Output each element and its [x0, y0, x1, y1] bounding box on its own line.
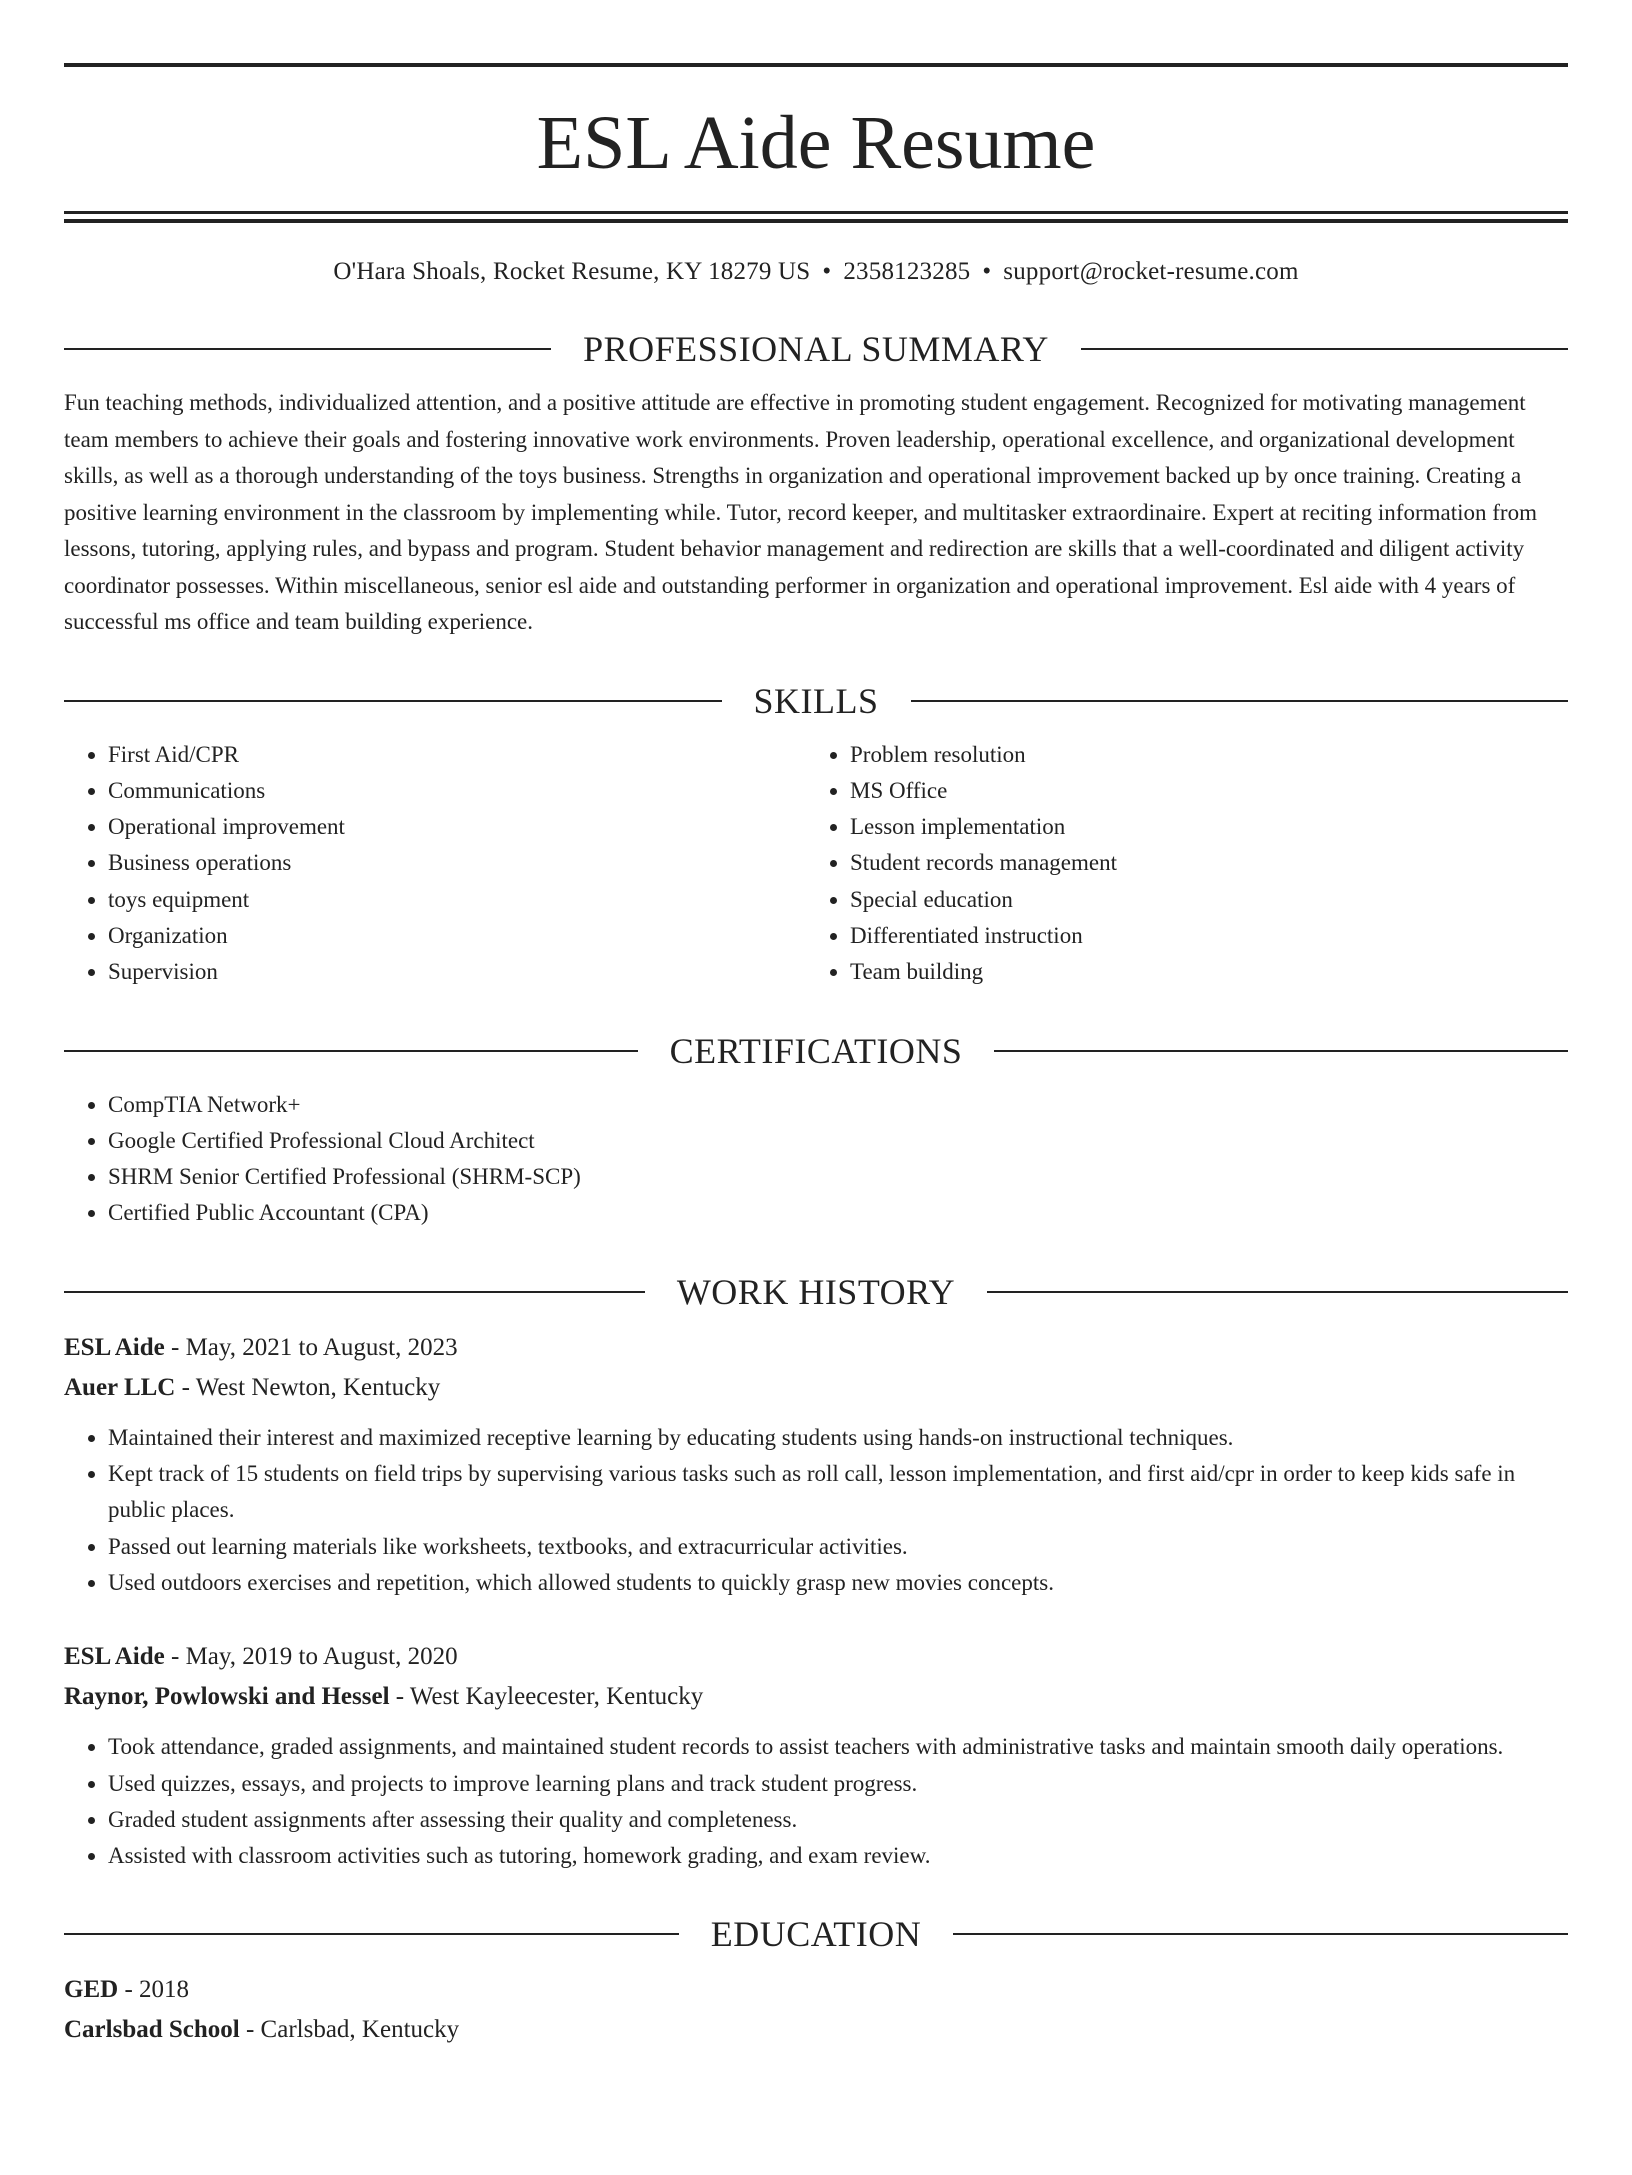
- skill-item: • Lesson implementation: [850, 809, 1548, 845]
- heading-rule: [64, 1050, 638, 1052]
- work-history-section-heading: [64, 1270, 1568, 1314]
- job-location: - West Kayleecester, Kentucky: [389, 1683, 704, 1711]
- skill-item: • Special education: [850, 882, 1548, 918]
- job-bullets: [64, 1420, 1568, 1601]
- job-entry: [64, 1637, 1568, 1874]
- certifications-heading: CERTIFICATIONS: [669, 1030, 963, 1071]
- contact-address: O'Hara Shoals, Rocket Resume, KY 18279 US: [333, 258, 811, 285]
- education-degree-line: [64, 1970, 1568, 2010]
- heading-rule: [1081, 348, 1568, 350]
- job-company-line: [64, 1677, 1568, 1717]
- skills-list: [64, 737, 1568, 991]
- job-bullet: • Graded student assignments after assessing their quality and completeness.: [108, 1802, 1568, 1838]
- heading-rule: [64, 1291, 645, 1293]
- job-location: - West Newton, Kentucky: [175, 1373, 441, 1401]
- heading-rule: [994, 1050, 1568, 1052]
- summary-section-heading: [64, 327, 1568, 371]
- job-title-line: [64, 1637, 1568, 1677]
- skills-heading: SKILLS: [753, 680, 879, 721]
- certification-item: • Google Certified Professional Cloud Architect: [108, 1123, 1568, 1159]
- skill-item: • Organization: [108, 918, 806, 954]
- summary-text: Fun teaching methods, individualized attention, and a positive attitude are effective in promoting student engagement. Recognized for motivating management team members to achieve their goals and fostering innovative work environments. Proven leadership, operational excellence, and organizational development skills, as well as a thorough understanding of the toys business. Strengths in organization and operational improvement backed up by once training. Creating a positive learning environment in the classroom by implementing while. Tutor, record keeper, and multitasker extraordinaire. Expert at reciting information from lessons, tutoring, applying rules, and bypass and program. Student behavior management and redirection are skills that a well-coordinated and diligent activity coordinator possesses. Within miscellaneous, senior esl aide and outstanding performer in organization and operational improvement. Esl aide with 4 years of successful ms office and team building experience.: [64, 390, 1537, 634]
- contact-phone: 2358123285: [843, 258, 971, 285]
- certifications-section-heading: [64, 1029, 1568, 1073]
- skill-item: • Supervision: [108, 954, 806, 990]
- education-section-heading: [64, 1912, 1568, 1956]
- heading-rule: [64, 1933, 679, 1935]
- job-bullet: • Took attendance, graded assignments, and maintained student records to assist teachers with administrative tasks and maintain smooth daily operations.: [108, 1729, 1568, 1765]
- skill-item: • Team building: [850, 954, 1548, 990]
- education-entry: [64, 1970, 1568, 2050]
- education-degree: GED: [64, 1976, 119, 2004]
- job-bullet: • Used quizzes, essays, and projects to improve learning plans and track student progress.: [108, 1766, 1568, 1802]
- job-entry: [64, 1328, 1568, 1601]
- job-title: ESL Aide: [64, 1333, 165, 1361]
- top-rule: [64, 63, 1568, 67]
- skill-item: • toys equipment: [108, 882, 806, 918]
- certifications-list: [64, 1087, 1568, 1232]
- education-location: - Carlsbad, Kentucky: [239, 2016, 460, 2044]
- contact-line: [64, 255, 1568, 289]
- job-company-line: [64, 1368, 1568, 1408]
- contact-email: support@rocket-resume.com: [1003, 258, 1299, 285]
- job-bullet: • Used outdoors exercises and repetition, which allowed students to quickly grasp new movies concepts.: [108, 1565, 1568, 1601]
- education-year: - 2018: [118, 1976, 190, 2004]
- contact-separator: •: [982, 258, 992, 285]
- skill-item: • First Aid/CPR: [108, 737, 806, 773]
- job-dates: - May, 2019 to August, 2020: [164, 1643, 458, 1671]
- heading-rule: [987, 1291, 1568, 1293]
- resume-title: ESL Aide Resume: [536, 101, 1096, 185]
- education-school-line: [64, 2010, 1568, 2050]
- job-company: Auer LLC: [64, 1373, 176, 1401]
- job-bullet: • Maintained their interest and maximized receptive learning by educating students using hands-on instructional techniques.: [108, 1420, 1568, 1456]
- skills-column-right: [806, 737, 1548, 991]
- job-bullet: • Kept track of 15 students on field trips by supervising various tasks such as roll call, lesson implementation, and first aid/cpr in order to keep kids safe in public places.: [108, 1456, 1568, 1529]
- skill-item: • Student records management: [850, 845, 1548, 881]
- work-history-heading: WORK HISTORY: [676, 1271, 956, 1312]
- heading-rule: [64, 348, 551, 350]
- heading-rule: [64, 700, 722, 702]
- education-heading: EDUCATION: [710, 1914, 922, 1955]
- education-school: Carlsbad School: [64, 2016, 240, 2044]
- job-bullet: • Assisted with classroom activities such as tutoring, homework grading, and exam review.: [108, 1838, 1568, 1874]
- certification-item: • Certified Public Accountant (CPA): [108, 1195, 1568, 1231]
- skill-item: • MS Office: [850, 773, 1548, 809]
- job-company: Raynor, Powlowski and Hessel: [64, 1683, 390, 1711]
- job-dates: - May, 2021 to August, 2023: [164, 1333, 458, 1361]
- heading-rule: [911, 700, 1569, 702]
- skills-section-heading: [64, 679, 1568, 723]
- title-double-rule: [64, 211, 1568, 223]
- certification-item: • CompTIA Network+: [108, 1087, 1568, 1123]
- job-title-line: [64, 1328, 1568, 1368]
- skill-item: • Communications: [108, 773, 806, 809]
- summary-heading: PROFESSIONAL SUMMARY: [583, 329, 1049, 369]
- job-bullets: [64, 1729, 1568, 1874]
- skill-item: • Problem resolution: [850, 737, 1548, 773]
- heading-rule: [953, 1933, 1568, 1935]
- contact-separator: •: [822, 258, 832, 285]
- skill-item: • Operational improvement: [108, 809, 806, 845]
- skill-item: • Differentiated instruction: [850, 918, 1548, 954]
- job-title: ESL Aide: [64, 1643, 165, 1671]
- skill-item: • Business operations: [108, 845, 806, 881]
- certification-item: • SHRM Senior Certified Professional (SHRM-SCP): [108, 1159, 1568, 1195]
- job-bullet: • Passed out learning materials like worksheets, textbooks, and extracurricular activities.: [108, 1529, 1568, 1565]
- skills-column-left: [64, 737, 806, 991]
- resume-page: [0, 63, 1632, 2175]
